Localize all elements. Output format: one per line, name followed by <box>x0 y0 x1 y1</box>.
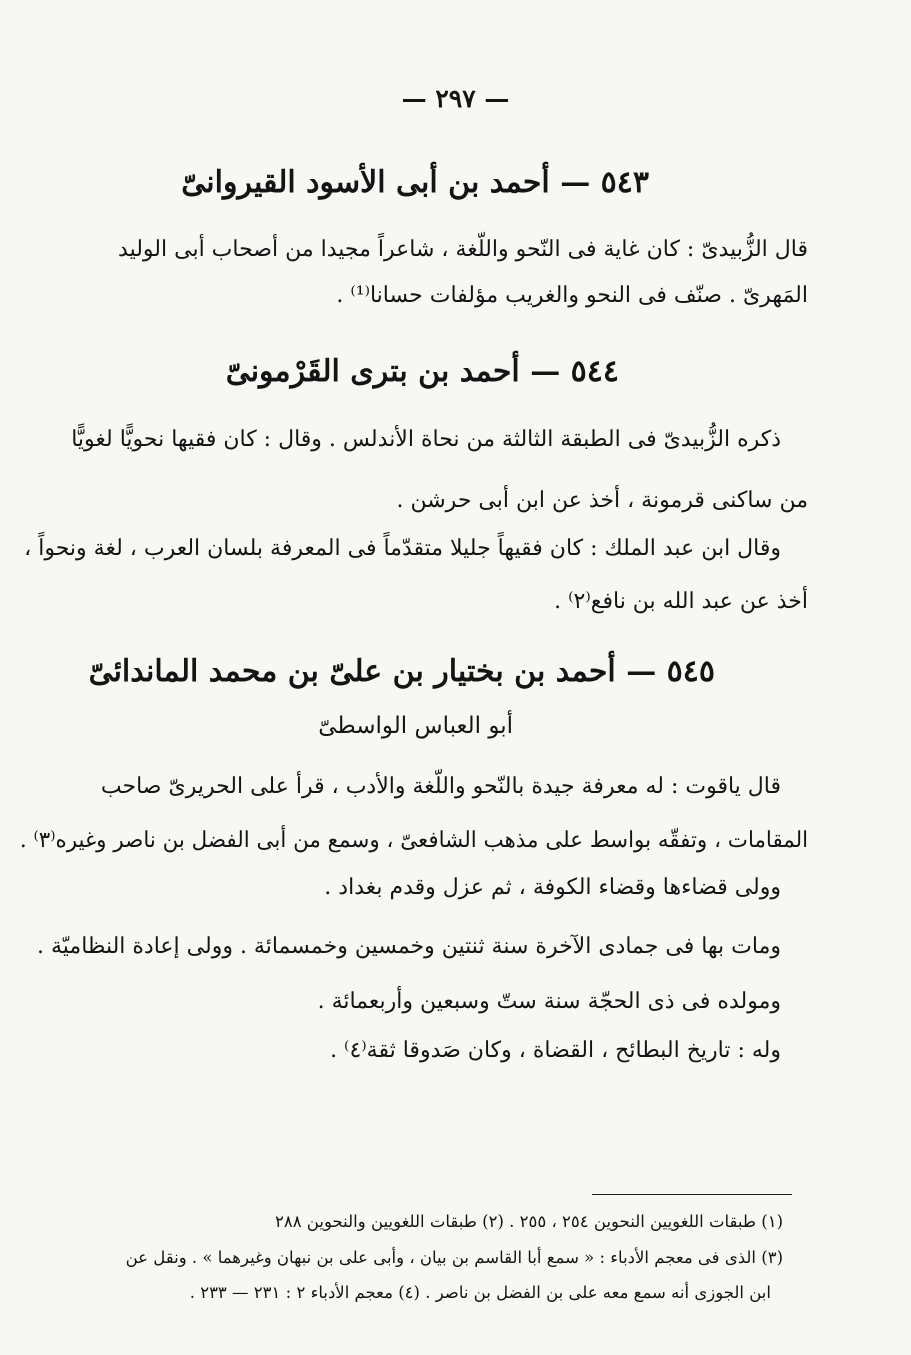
entry-545-line-3: وولى قضاءها وقضاء الكوفة ، ثم عزل وقدم بغداد . <box>324 875 781 900</box>
entry-544-line-3: وقال ابن عبد الملك : كان فقيهاً جليلا متقدّماً فى المعرفة بلسان العرب ، لغة ونحواً ، <box>24 536 781 561</box>
footnote-line-3: ابن الجوزى أنه سمع معه على بن الفضل بن ناصر . (٤) معجم الأدباء ٢ : ٢٣١ — ٢٣٣ . <box>189 1283 771 1302</box>
entry-545-line-6: وله : تاريخ البطائح ، القضاة ، وكان صَدوقا ثقة⁽٤⁾ . <box>330 1038 781 1063</box>
entry-title-543: ٥٤٣ — أحمد بن أبى الأسود القيروانىّ <box>181 165 649 200</box>
entry-544-line-1: ذكره الزُّبيدىّ فى الطبقة الثالثة من نحاة الأندلس . وقال : كان فقيها نحويًّا لغويًّا <box>71 427 781 452</box>
entry-545-line-4: ومات بها فى جمادى الآخرة سنة ثنتين وخمسين وخمسمائة . وولى إعادة النظاميّة . <box>37 934 781 959</box>
entry-title-545: ٥٤٥ — أحمد بن بختيار بن علىّ بن محمد الماندائىّ <box>88 654 715 689</box>
entry-545-line-1: قال ياقوت : له معرفة جيدة بالنّحو واللّغة والأدب ، قرأ على الحريرىّ صاحب <box>100 774 781 799</box>
entry-544-line-4: أخذ عن عبد الله بن نافع⁽٢⁾ . <box>554 589 808 614</box>
footnote-divider <box>592 1194 792 1195</box>
entry-545-line-2: المقامات ، وتفقّه بواسط على مذهب الشافعىّ ، وسمع من أبى الفضل بن ناصر وغيره⁽٣⁾ . <box>19 828 808 853</box>
entry-545-line-5: ومولده فى ذى الحجّة سنة ستّ وسبعين وأربعمائة . <box>317 989 781 1014</box>
entry-543-line-2: المَهرىّ . صنّف فى النحو والغريب مؤلفات حسانا⁽¹⁾ . <box>336 283 808 308</box>
footnote-line-2: (٣) الذى فى معجم الأدباء : « سمع أبا القاسم بن بيان ، وأبى على بن نبهان وغيرهما » . ونقل عن <box>125 1248 783 1267</box>
entry-544-line-2: من ساكنى قرمونة ، أخذ عن ابن أبى حرشن . <box>396 488 808 513</box>
entry-543-line-1: قال الزُّبيدىّ : كان غاية فى النّحو واللّغة ، شاعراً مجيدا من أصحاب أبى الوليد <box>118 237 808 262</box>
entry-545-subtitle: أبو العباس الواسطىّ <box>318 713 513 739</box>
page-number: — ٢٩٧ — <box>401 84 510 113</box>
footnote-line-1: (١) طبقات اللغويين النحوين ٢٥٤ ، ٢٥٥ . (٢) طبقات اللغويين والنحوين ٢٨٨ <box>274 1212 783 1231</box>
entry-title-544: ٥٤٤ — أحمد بن بترى القَرْمونىّ <box>225 354 619 389</box>
